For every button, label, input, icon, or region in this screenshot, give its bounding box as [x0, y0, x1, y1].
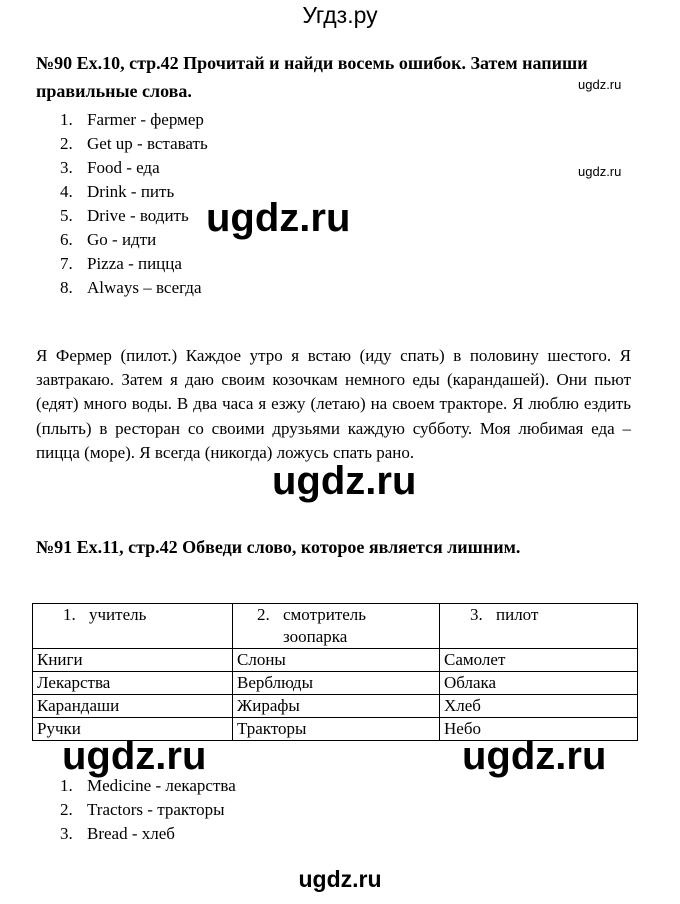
- table-header-row: [33, 604, 638, 649]
- watermark-large: ugdz.ru: [206, 196, 351, 240]
- table-cell: Книги: [33, 649, 233, 672]
- exercise-90-heading-line2: правильные слова.: [36, 81, 192, 101]
- table-row: [33, 672, 638, 695]
- item-number: 1.: [60, 110, 73, 129]
- watermark-large: ugdz.ru: [272, 459, 417, 503]
- list-item: [60, 132, 208, 156]
- table-cell: Самолет: [440, 649, 638, 672]
- watermark-small: ugdz.ru: [578, 164, 622, 179]
- item-number: 3.: [60, 824, 73, 843]
- column-number: 1.: [63, 605, 76, 624]
- list-item: [60, 204, 208, 228]
- exercise-90-word-list: [60, 108, 208, 300]
- list-item: [60, 180, 208, 204]
- site-footer: ugdz.ru: [298, 866, 382, 892]
- column-label: учитель: [89, 605, 147, 624]
- table-cell: Облака: [440, 672, 638, 695]
- item-text: Drink - пить: [87, 182, 175, 201]
- item-text: Go - идти: [87, 230, 157, 249]
- table-cell: Ручки: [33, 718, 233, 741]
- column-header: [233, 604, 440, 649]
- list-item: [60, 822, 236, 846]
- column-number: 3.: [470, 605, 483, 624]
- item-text: Get up - вставать: [87, 134, 208, 153]
- table-cell: Верблюды: [233, 672, 440, 695]
- site-header: Угдз.ру: [302, 2, 378, 28]
- watermark-small: ugdz.ru: [578, 77, 622, 92]
- column-label: пилот: [496, 605, 539, 624]
- exercise-90-story-text: Я Фермер (пилот.) Каждое утро я встаю (иду спать) в половину шестого. Я завтракаю. Затем я даю своим козочкам немного еды (карандашей). Они пьют (едят) много воды. В два часа я езжу (летаю) на своем тракторе. Я люблю ездить (плыть) в ресторан со своими друзьями каждую субботу. Моя любимая еда – пицца (море). Я всегда (никогда) ложусь спать рано.: [36, 346, 631, 462]
- exercise-91-answer-list: [60, 774, 236, 846]
- item-number: 4.: [60, 182, 73, 201]
- table-cell: Жирафы: [233, 695, 440, 718]
- list-item: [60, 774, 236, 798]
- column-label: смотритель зоопарка: [283, 605, 367, 646]
- item-text: Food - еда: [87, 158, 160, 177]
- list-item: [60, 156, 208, 180]
- exercise-90-heading: [36, 49, 636, 105]
- item-text: Farmer - фермер: [87, 110, 204, 129]
- item-number: 7.: [60, 254, 73, 273]
- table-cell: Небо: [440, 718, 638, 741]
- watermark-large: ugdz.ru: [462, 734, 607, 778]
- list-item: [60, 228, 208, 252]
- item-number: 8.: [60, 278, 73, 297]
- table-cell: Хлеб: [440, 695, 638, 718]
- item-text: Always – всегда: [87, 278, 202, 297]
- item-number: 6.: [60, 230, 73, 249]
- item-number: 2.: [60, 134, 73, 153]
- table-row: [33, 649, 638, 672]
- odd-word-table: [32, 603, 638, 741]
- table-cell: Лекарства: [33, 672, 233, 695]
- column-number: 2.: [257, 605, 270, 624]
- item-number: 3.: [60, 158, 73, 177]
- item-number: 1.: [60, 776, 73, 795]
- exercise-91-heading: №91 Ex.11, стр.42 Обведи слово, которое является лишним.: [36, 537, 521, 557]
- list-item: [60, 798, 236, 822]
- list-item: [60, 276, 208, 300]
- list-item: [60, 108, 208, 132]
- table-cell: Карандаши: [33, 695, 233, 718]
- item-text: Bread - хлеб: [87, 824, 175, 843]
- item-text: Pizza - пицца: [87, 254, 182, 273]
- item-number: 5.: [60, 206, 73, 225]
- list-item: [60, 252, 208, 276]
- watermark-large: ugdz.ru: [62, 734, 207, 778]
- item-text: Drive - водить: [87, 206, 189, 225]
- item-text: Tractors - тракторы: [87, 800, 225, 819]
- table-cell: Слоны: [233, 649, 440, 672]
- exercise-90-heading-line1: №90 Ex.10, стр.42 Прочитай и найди восемь ошибок. Затем напиши: [36, 53, 588, 73]
- item-number: 2.: [60, 800, 73, 819]
- table-row: [33, 695, 638, 718]
- item-text: Medicine - лекарства: [87, 776, 236, 795]
- column-header: [33, 604, 233, 649]
- column-header: [440, 604, 638, 649]
- table-cell: Тракторы: [233, 718, 440, 741]
